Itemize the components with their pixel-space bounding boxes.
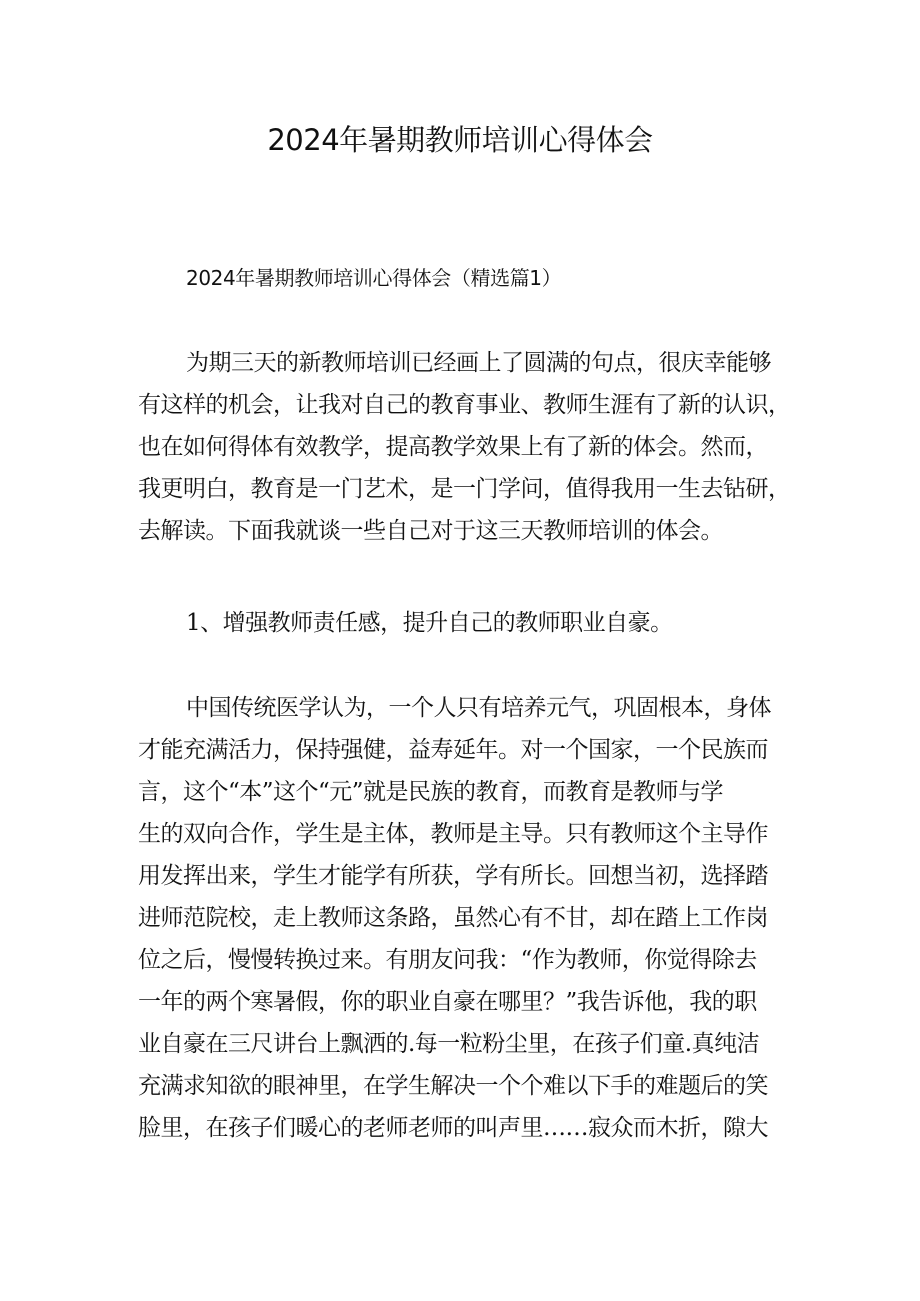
- paragraph-line: 为期三天的新教师培训已经画上了圆满的句点，很庆幸能够: [186, 350, 771, 376]
- section-subtitle: 2024年暑期教师培训心得体会（精选篇1）: [186, 266, 562, 290]
- paragraph-line: 生的双向合作，学生是主体，教师是主导。只有教师这个主导作: [138, 821, 768, 847]
- paragraph-line: 脸里，在孩子们暖心的老师老师的叫声里……寂众而木折，隙大: [138, 1115, 768, 1141]
- paragraph-line: 才能充满活力，保持强健，益寿延年。对一个国家，一个民族而: [138, 737, 768, 763]
- heading-line: 1、增强教师责任感，提升自己的教师职业自豪。: [186, 610, 673, 636]
- paragraph-line: 位之后，慢慢转换过来。有朋友问我：“作为教师，你觉得除去: [138, 947, 757, 973]
- paragraph-line: 去解读。下面我就谈一些自己对于这三天教师培训的体会。: [138, 518, 723, 544]
- document-title: 2024年暑期教师培训心得体会: [267, 123, 653, 157]
- paragraph-body: [138, 687, 788, 1149]
- section-heading: [138, 602, 788, 644]
- paragraph-line: 也在如何得体有效教学，提高教学效果上有了新的体会。然而，: [138, 434, 768, 460]
- paragraph-line: 中国传统医学认为，一个人只有培养元气，巩固根本，身体: [186, 695, 771, 721]
- paragraph-line: 我更明白，教育是一门艺术，是一门学问，值得我用一生去钻研，: [138, 476, 791, 502]
- paragraph-line: 一年的两个寒暑假，你的职业自豪在哪里？”我告诉他，我的职: [138, 989, 757, 1015]
- paragraph-intro: [138, 342, 791, 552]
- paragraph-line: 有这样的机会，让我对自己的教育事业、教师生涯有了新的认识，: [138, 392, 791, 418]
- paragraph-line: 充满求知欲的眼神里，在学生解决一个个难以下手的难题后的笑: [138, 1073, 768, 1099]
- paragraph-line: 用发挥出来，学生才能学有所获，学有所长。回想当初，选择踏: [138, 863, 768, 889]
- paragraph-line: 言，这个“本”这个“元”就是民族的教育，而教育是教师与学: [138, 779, 724, 805]
- paragraph-line: 进师范院校，走上教师这条路，虽然心有不甘，却在踏上工作岗: [138, 905, 768, 931]
- paragraph-line: 业自豪在三尺讲台上飘洒的.每一粒粉尘里，在孩子们童.真纯洁: [138, 1031, 760, 1057]
